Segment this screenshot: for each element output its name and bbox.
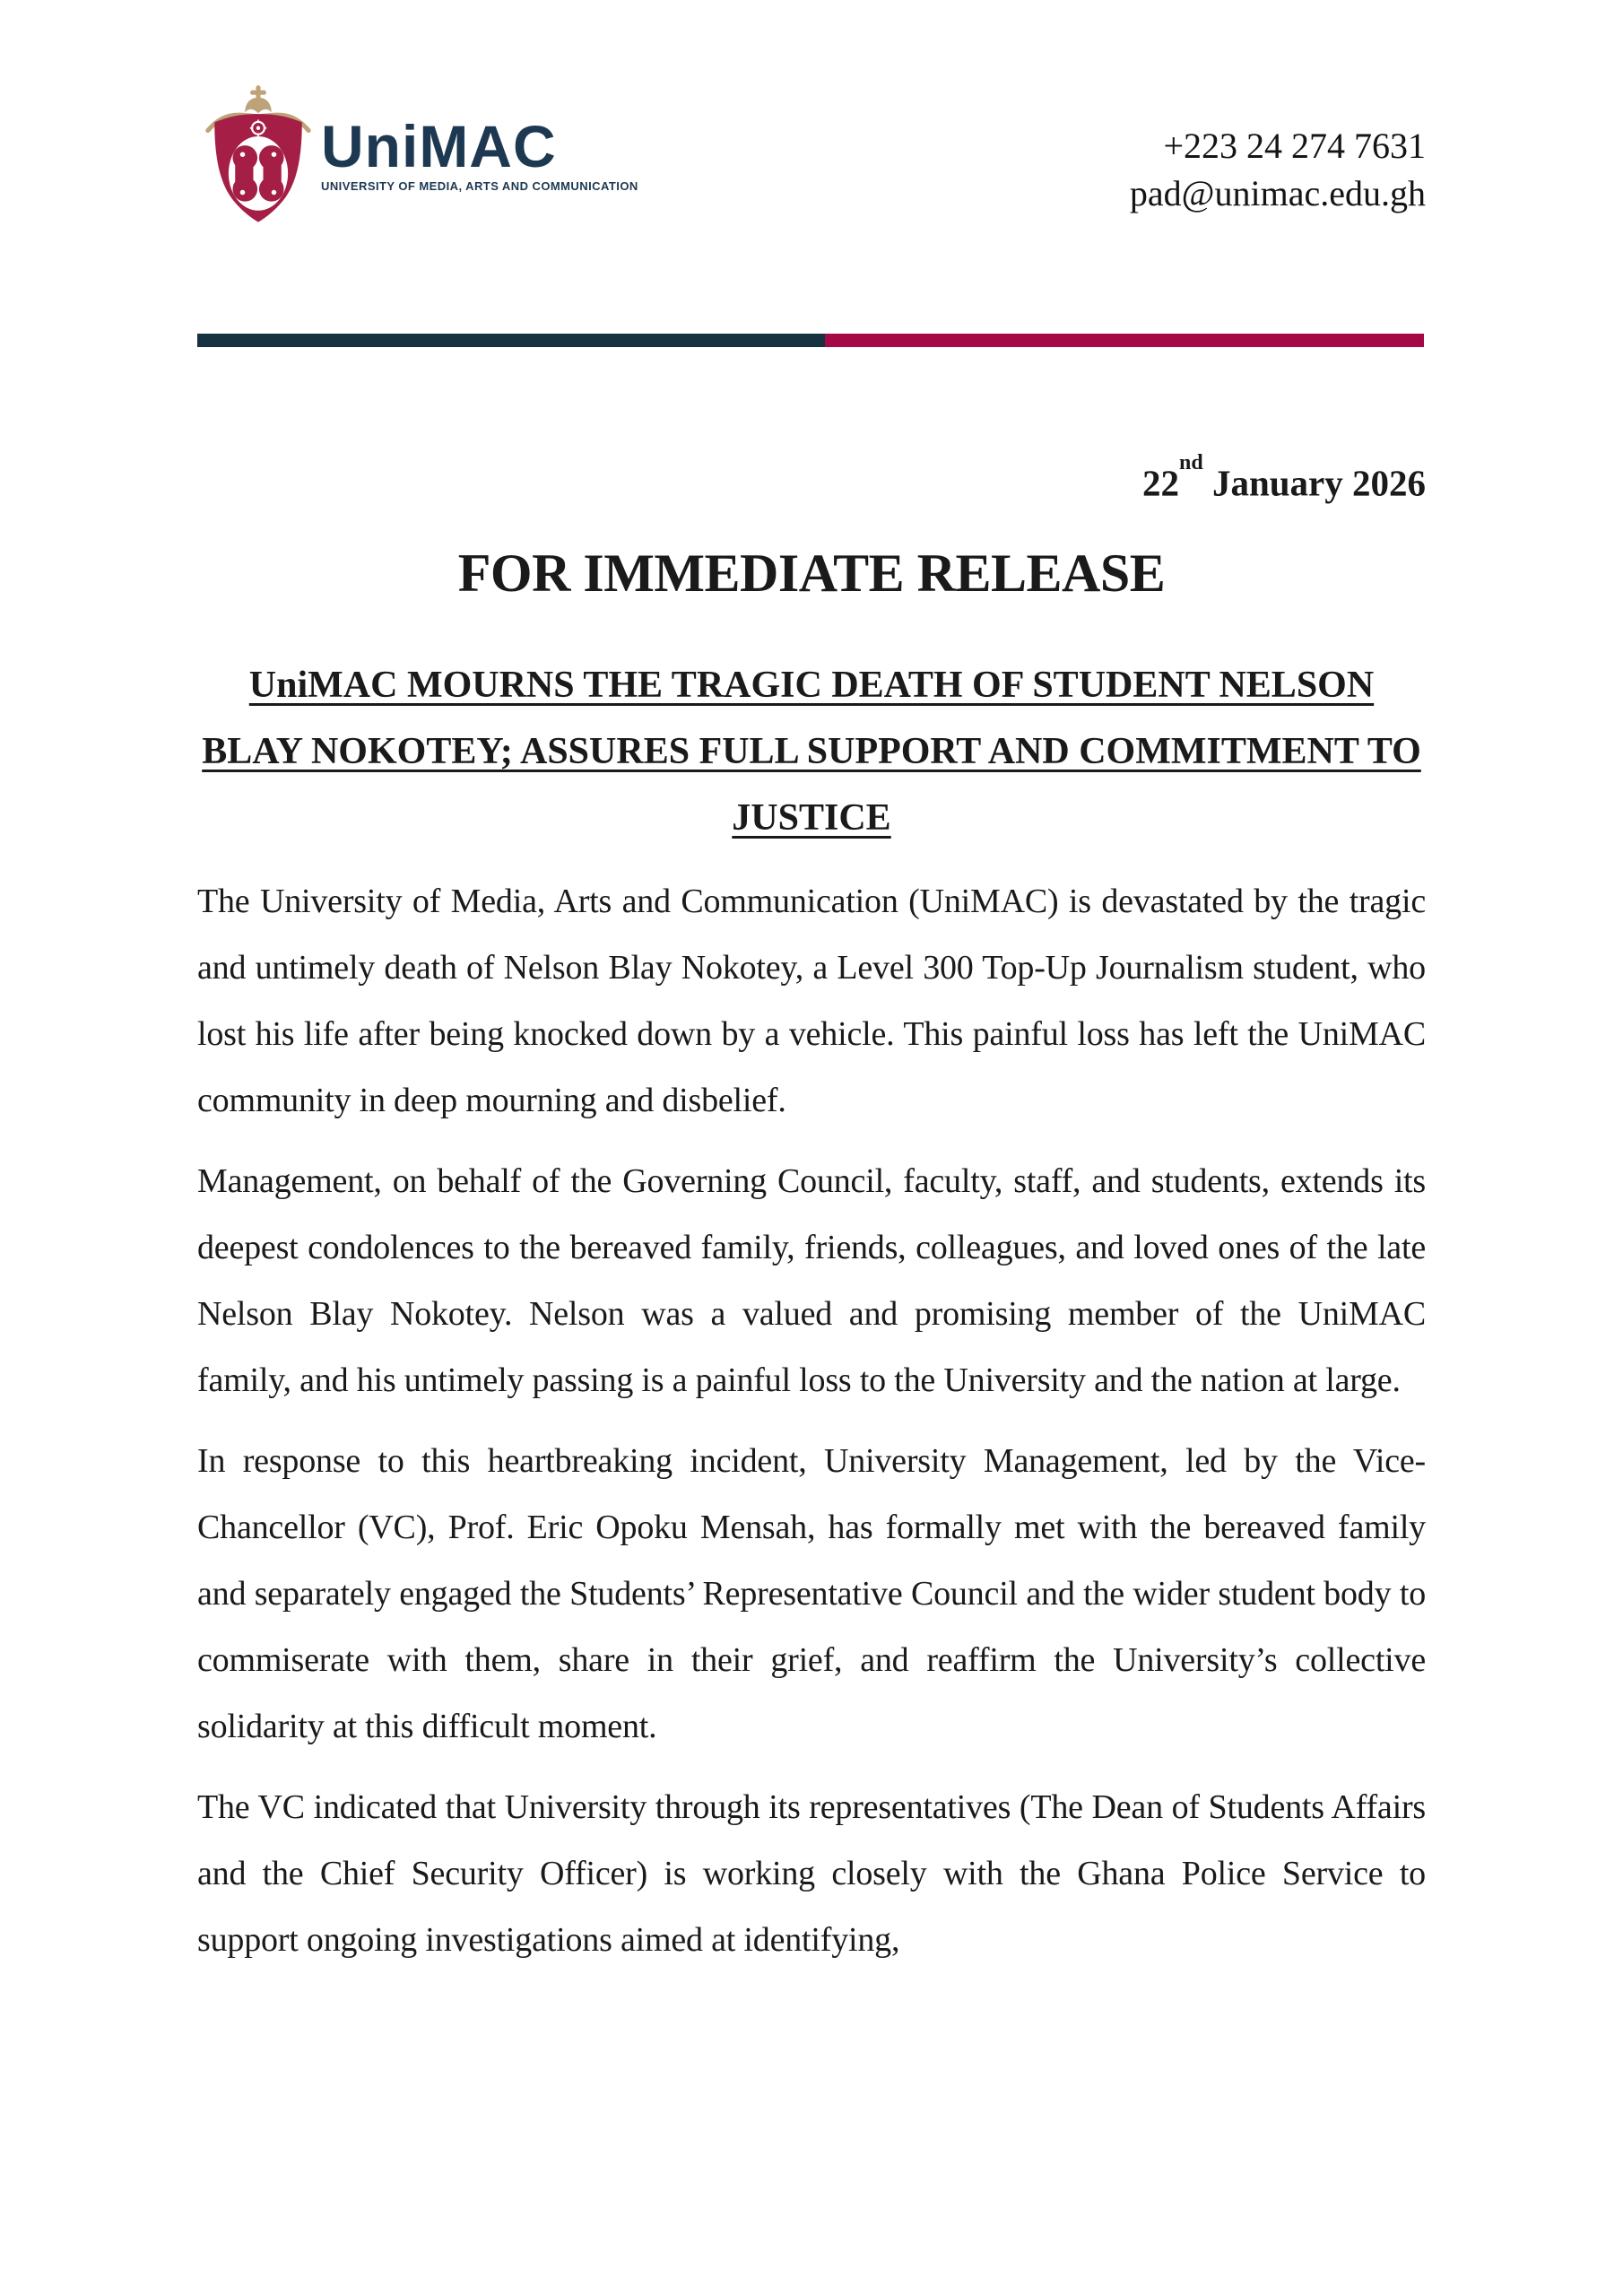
release-heading: FOR IMMEDIATE RELEASE [457, 544, 1166, 603]
press-release-body [197, 868, 1426, 1987]
email-address: pad@unimac.edu.gh [1129, 173, 1426, 213]
body-paragraph-3: In response to this heartbreaking incident, University Management, led by the Vice-Chancellor (VC), Prof. Eric Opoku Mensah, has formally met with the bereaved family and separately engaged the Students’ Representative Council and the wider student body to commiserate with them, share in their grief, and reaffirm the University’s collective solidarity at this difficult moment. [197, 1442, 1426, 1745]
unimac-shield-icon [204, 84, 312, 229]
logo-text-block [321, 113, 638, 193]
adinkra-knot-icon [229, 136, 288, 211]
logo-tagline: UNIVERSITY OF MEDIA, ARTS AND COMMUNICATION [321, 179, 638, 193]
body-paragraph-2: Management, on behalf of the Governing Council, faculty, staff, and students, extends its deepest condolences to the bereaved family, friends, colleagues, and loved ones of the late Nelson Blay Nokotey. Nelson was a valued and promising member of the UniMAC family, and his untimely passing is a painful loss to the University and the nation at large. [197, 1162, 1426, 1399]
logo-wordmark: UniMAC [321, 113, 557, 179]
press-title-line-3: JUSTICE [732, 797, 891, 839]
date-day: 22 [1141, 462, 1179, 504]
body-paragraph-4: The VC indicated that University through its representatives (The Dean of Students Affairs and the Chief Security Officer) is working closely with the Ghana Police Service to support ongoing investigations aimed at identifying, [197, 1788, 1426, 1959]
divider-crimson-segment [825, 334, 1424, 347]
body-paragraph-1: The University of Media, Arts and Communication (UniMAC) is devastated by the tragic and untimely death of Nelson Blay Nokotey, a Level 300 Top-Up Journalism student, who lost his life after being knocked down by a vehicle. This painful loss has left the UniMAC community in deep mourning and disbelief. [197, 883, 1426, 1119]
crown-mitre-icon [245, 98, 271, 113]
phone-number: +223 24 274 7631 [1163, 126, 1426, 166]
divider-bar [197, 334, 1424, 347]
press-title-line-2: BLAY NOKOTEY; ASSURES FULL SUPPORT AND COMMITMENT TO [202, 731, 1421, 772]
contact-block [1130, 122, 1426, 217]
date-month-year: January 2026 [1202, 462, 1426, 504]
date-ordinal: nd [1178, 451, 1203, 474]
divider-navy-segment [197, 334, 825, 347]
unimac-logo [204, 84, 638, 229]
press-title-line-1: UniMAC MOURNS THE TRAGIC DEATH OF STUDENT NELSON [248, 665, 1375, 706]
press-title [0, 652, 1623, 851]
release-date [1142, 453, 1426, 507]
